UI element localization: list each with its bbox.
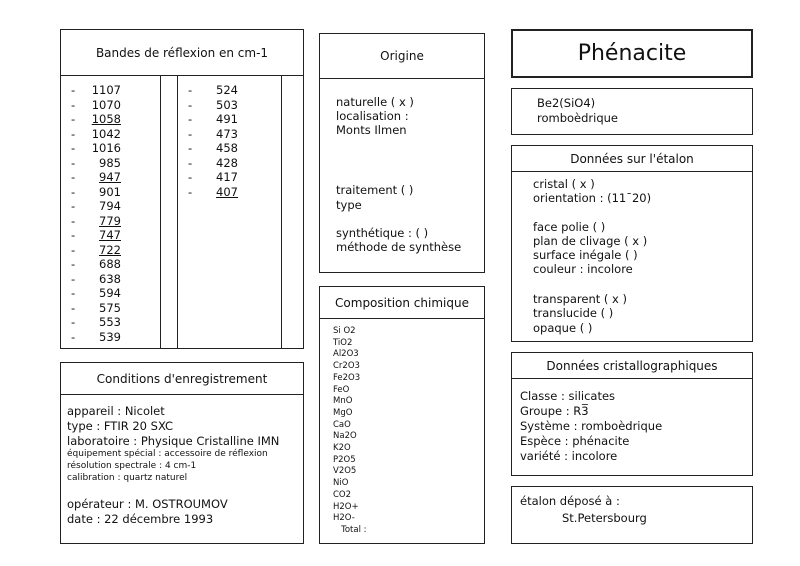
origine-line: naturelle ( x ) <box>336 95 414 109</box>
band-dash: - <box>71 126 76 141</box>
band-value: 473 <box>216 126 238 141</box>
band-value: 779 <box>99 213 121 228</box>
composition-item: V2O5 <box>333 466 357 477</box>
band-value: 491 <box>216 112 238 126</box>
composition-item: Na2O <box>333 431 357 442</box>
band-entry <box>188 170 238 185</box>
band-value: 985 <box>99 155 121 170</box>
band-entry <box>71 98 121 113</box>
composition-item: MnO <box>333 396 353 407</box>
band-entry <box>71 257 121 272</box>
etalon-panel <box>511 145 753 342</box>
type-field: type : FTIR 20 SXC <box>67 419 174 433</box>
band-entry <box>71 243 121 258</box>
band-dash: - <box>188 112 193 126</box>
band-value: 1107 <box>91 83 121 97</box>
band-dash: - <box>71 329 76 344</box>
origine-line: traitement ( ) <box>336 183 414 197</box>
band-entry <box>188 98 238 113</box>
depot-place: St.Petersbourg <box>562 511 647 525</box>
composition-item: P2O5 <box>333 454 356 465</box>
formula: Be2(SiO4) <box>537 96 596 110</box>
composition-item: Cr2O3 <box>333 361 360 372</box>
origine-line: méthode de synthèse <box>336 240 462 254</box>
laboratoire-field: laboratoire : Physique Cristalline IMN <box>67 434 280 448</box>
band-dash: - <box>71 184 76 199</box>
origine-line: synthétique : ( ) <box>336 226 429 240</box>
band-value: 428 <box>216 155 238 170</box>
groupe-field: Groupe : R3̅ <box>520 404 589 418</box>
origine-line: type <box>336 198 362 212</box>
band-entry <box>71 214 121 229</box>
composition-item: TiO2 <box>333 337 353 348</box>
band-entry <box>71 112 121 127</box>
band-entry <box>71 170 121 185</box>
cristallo-panel <box>511 352 753 476</box>
band-value: 594 <box>99 286 121 300</box>
band-entry <box>71 272 121 287</box>
espece-field: Espèce : phénacite <box>520 434 630 448</box>
band-dash: - <box>71 170 76 184</box>
band-entry <box>188 156 238 171</box>
band-value: 947 <box>99 170 121 184</box>
band-dash: - <box>71 286 76 300</box>
band-entry <box>71 141 121 156</box>
band-value: 407 <box>216 184 238 199</box>
origine-line: localisation : <box>336 109 409 123</box>
band-dash: - <box>188 170 193 184</box>
operateur-field: opérateur : M. OSTROUMOV <box>67 497 228 511</box>
band-entry <box>71 83 121 98</box>
band-value: 1016 <box>91 141 121 155</box>
band-entry <box>71 228 121 243</box>
band-value: 638 <box>99 271 121 286</box>
composition-item: MgO <box>333 407 353 418</box>
band-dash: - <box>71 155 76 170</box>
band-entry <box>71 330 121 345</box>
band-value: 722 <box>99 242 121 257</box>
band-dash: - <box>188 97 193 112</box>
band-entry <box>71 127 121 142</box>
mineral-system: romboèdrique <box>537 111 619 125</box>
band-entry <box>188 112 238 127</box>
classe-field: Classe : silicates <box>520 389 616 403</box>
translucide-field: translucide ( ) <box>533 306 614 320</box>
band-dash: - <box>71 315 76 329</box>
band-value: 794 <box>99 199 121 213</box>
band-value: 1042 <box>91 126 121 141</box>
origine-title: Origine <box>320 34 484 79</box>
transparent-field: transparent ( x ) <box>533 292 628 306</box>
band-dash: - <box>71 271 76 286</box>
band-value: 1070 <box>91 97 121 112</box>
couleur-field: couleur : incolore <box>533 262 633 276</box>
band-value: 688 <box>99 257 121 271</box>
bands-panel <box>60 29 304 349</box>
band-dash: - <box>71 112 76 126</box>
opaque-field: opaque ( ) <box>533 321 593 335</box>
variete-field: variété : incolore <box>520 449 618 463</box>
band-entry <box>188 185 238 200</box>
band-entry <box>71 156 121 171</box>
band-value: 539 <box>99 329 121 344</box>
composition-list <box>333 326 367 537</box>
surface-field: surface inégale ( ) <box>533 248 638 262</box>
bands-column-1 <box>71 83 121 344</box>
etalon-title: Données sur l'étalon <box>512 146 752 172</box>
bands-divider <box>177 75 178 348</box>
face-polie-field: face polie ( ) <box>533 220 606 234</box>
plan-clivage-field: plan de clivage ( x ) <box>533 234 648 248</box>
mineral-name: Phénacite <box>577 41 687 66</box>
cristal-field: cristal ( x ) <box>533 177 595 191</box>
band-dash: - <box>71 199 76 213</box>
equipement-field: équipement spécial : accessoire de réflexion <box>67 449 268 459</box>
band-entry <box>71 199 121 214</box>
composition-item: K2O <box>333 443 351 454</box>
composition-item: CaO <box>333 419 351 430</box>
band-dash: - <box>71 213 76 228</box>
composition-item: NiO <box>333 478 349 489</box>
band-entry <box>71 301 121 316</box>
composition-item: H2O- <box>333 513 355 524</box>
band-dash: - <box>71 257 76 271</box>
band-dash: - <box>71 141 76 155</box>
band-value: 417 <box>216 170 238 184</box>
origine-panel <box>319 33 485 273</box>
conditions-title: Conditions d'enregistrement <box>61 363 303 395</box>
bands-divider <box>160 75 161 348</box>
bands-title: Bandes de réflexion en cm-1 <box>61 30 303 76</box>
band-value: 575 <box>99 300 121 315</box>
orientation-field: orientation : (11¯20) <box>533 191 652 205</box>
composition-item: Fe2O3 <box>333 372 361 383</box>
band-entry <box>71 286 121 301</box>
band-value: 747 <box>99 228 121 242</box>
resolution-field: résolution spectrale : 4 cm-1 <box>67 461 197 471</box>
depot-panel <box>511 486 753 544</box>
band-dash: - <box>188 184 193 199</box>
calibration-field: calibration : quartz naturel <box>67 473 188 483</box>
band-value: 553 <box>99 315 121 329</box>
band-entry <box>188 141 238 156</box>
composition-panel <box>319 286 485 544</box>
composition-item: H2O+ <box>333 501 359 512</box>
band-entry <box>188 83 238 98</box>
band-entry <box>71 315 121 330</box>
date-field: date : 22 décembre 1993 <box>67 512 214 526</box>
band-value: 901 <box>99 184 121 199</box>
band-value: 1058 <box>91 112 121 126</box>
band-dash: - <box>188 155 193 170</box>
systeme-field: Système : romboèdrique <box>520 419 663 433</box>
composition-item: Total : <box>333 524 367 535</box>
appareil-field: appareil : Nicolet <box>67 404 165 418</box>
bands-column-2 <box>188 83 238 199</box>
origine-line: Monts Ilmen <box>336 123 407 137</box>
band-entry <box>71 185 121 200</box>
bands-divider <box>281 75 282 348</box>
band-value: 458 <box>216 141 238 155</box>
composition-item: Si O2 <box>333 326 356 336</box>
band-dash: - <box>71 242 76 257</box>
band-dash: - <box>71 228 76 242</box>
depot-label: étalon déposé à : <box>520 494 620 508</box>
band-dash: - <box>71 300 76 315</box>
formula-panel <box>511 88 753 135</box>
band-dash: - <box>188 141 193 155</box>
band-dash: - <box>188 83 193 97</box>
cristallo-title: Données cristallographiques <box>512 353 752 379</box>
composition-item: CO2 <box>333 489 352 500</box>
composition-item: FeO <box>333 384 350 395</box>
mineral-name-panel <box>511 29 753 78</box>
conditions-panel <box>60 362 304 544</box>
band-entry <box>188 127 238 142</box>
composition-item: Al2O3 <box>333 349 359 360</box>
band-dash: - <box>71 97 76 112</box>
composition-title: Composition chimique <box>320 287 484 319</box>
band-value: 524 <box>216 83 238 97</box>
band-dash: - <box>188 126 193 141</box>
band-value: 503 <box>216 97 238 112</box>
band-dash: - <box>71 83 76 97</box>
